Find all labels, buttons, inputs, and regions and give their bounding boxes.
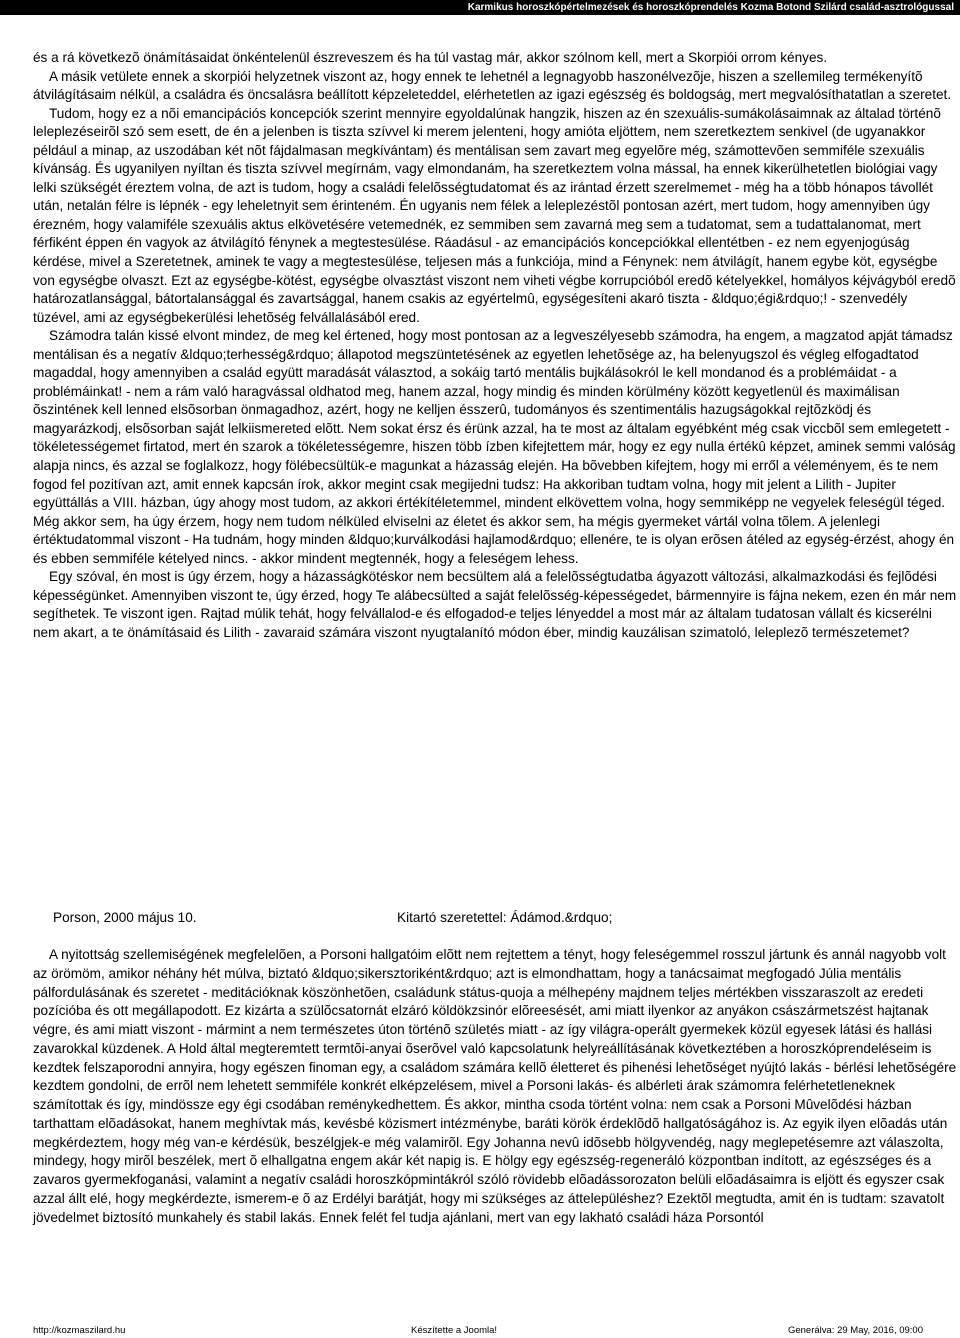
site-title: Karmikus horoszkópértelmezések és horoszkóprendelés Kozma Botond Szilárd család-asztrológussal [467, 2, 954, 13]
article-body [33, 49, 957, 643]
footer-credit: Készítette a Joomla! [411, 1325, 498, 1336]
signature-closing: Kitartó szeretettel: Ádámod.&rdquo; [397, 910, 613, 925]
paragraph: és a rá következõ önámításaidat önkéntelenül észreveszem és ha túl vastag már, akkor szólnom kell, mert a Skorpiói orrom kényes. [33, 50, 828, 65]
paragraph: Számodra talán kissé elvont mindez, de meg kel értened, hogy most pontosan az a legveszélyesebb számodra, ha engem, a magzatod apját támadsz mentálisan és a negatív &ldquo;terhesség&rdquo; állapotod megszüntetésének az egyetlen lehetõsége az, ha belenyugszol és végleg elfogadtatod magaddal, hogy amennyiben a család együtt maradását választod, a sokáig tartó mentális bujkálásokról le kell mondanod és a problémáidat - a problémáinkat! - nem a rám való haragvással oldhatod meg, hanem azzal, hogy mindig és minden körülmény között kegyetlenül és maximálisan õszintének kell lenned elsõsorban önmagadhoz, azért, hogy ne kelljen ésszerû, tudományos és szentimentális hazugságokkal rejtõzködj és magyarázkodj, elsõsorban saját lelkiismereted elõtt. Nem sokat érsz és érünk azzal, ha te most az általam egyébként még csak viccbõl sem emlegetett - tökéletességemet firtatod, mert én szarok a tökéletességemre, hiszen több ízben kifejtettem már, hogy ez egy nulla értékû képzet, aminek semmi valóság alapja nincs, és azzal se foglalkozz, hogy fölébecsültük-e magunkat a házasság elején. Ha bõvebben kifejtem, hogy mi erről a véleményem, és te nem fogod fel pozitívan azt, amit ennek kapcsán írok, akkor megint csak megijedni tudsz: Ha akkoriban tudtam volna, hogy mit jelent a Lilith - Jupiter együttállás a VIII. házban, úgy ahogy most tudom, az akkori értékítéletemmel, mindent elkövettem volna, hogy semmiképp ne vegyelek feleségül téged. Még akkor sem, ha úgy érzem, hogy nem tudom nélküled elviselni az életet és akkor sem, ha mégis gyermeket vártál volna tõlem. A jelenlegi értéktudatommal viszont - Ha tudnám, hogy minden &ldquo;kurválkodási hajlamod&rdquo; ellenére, te is olyan erõsen átéled az egység-érzést, ahogy én és ebben semmiféle kételyed nincs. - akkor mindent megtennék, hogy a feleségem lehess. [33, 328, 956, 566]
paragraph: A másik vetülete ennek a skorpiói helyzetnek viszont az, hogy ennek te lehetnél a legnagyobb haszonélvezõje, hiszen a szellemileg termékenyítõ átvilágításaim nélkül, a családra és öncsalásra beállított képzeleteddel, elérhetetlen az igazi egészség és boldogság, mert megvalósíthatatlan a szeretet. [33, 68, 952, 103]
signature-place-date: Porson, 2000 május 10. [53, 910, 197, 925]
footer-url-link[interactable]: http://kozmaszilard.hu [33, 1325, 126, 1336]
header-bar [0, 0, 960, 15]
page-footer [33, 1325, 923, 1337]
article-body-continued [33, 946, 957, 1227]
paragraph: Egy szóval, én most is úgy érzem, hogy a házasságkötéskor nem becsültem alá a felelõsségtudatba ágyazott változási, alkalmazkodási és fejlõdési képességünket. Amennyiben viszont te, úgy érzed, hogy Te alábecsülted a saját felelõsség-képességedet, bármennyire is fájna nekem, ezen én már nem segíthetek. Te viszont igen. Rajtad múlik tehát, hogy felvállalod-e és elfogadod-e teljes lényeddel a most már az általam tudatosan vállalt és kicserélni nem akart, a te önámításaid és Lilith - zavaraid számára viszont nyugtalanító módon éber, mindig kauzálisan szimatoló, leleplezõ természetemet? [33, 569, 957, 640]
paragraph: Tudom, hogy ez a nõi emancipációs koncepciók szerint mennyire egyoldalúnak hangzik, hiszen az én szexuális-sumákolásaimnak az általad történõ leleplezéseirõl szó sem esett, de én a jelenben is tiszta szívvel ki merem jelenteni, hogy amióta eljöttem, nem szeretkeztem senkivel (de ugyanakkor például a minap, az uszodában két nõt fájdalmasan megkívántam) és mentálisan sem zavart meg egyelõre még, számottevõen semmiféle szexuális kívánság. És ugyanilyen nyíltan és tiszta szívvel megírnám, vagy elmondanám, ha szeretkeztem volna mással, ha ennek kikerülhetetlen biológiai vagy lelki szükségét éreztem volna, de azt is tudom, hogy a családi felelõsségtudatomat és az irántad érzett szerelmemet - még ha a több hónapos távollét után, netalán félre is lépnék - egy leheletnyit sem érinteném. Én ugyanis nem félek a leleplezéstõl pontosan azért, mert tudom, hogy amennyiben úgy érezném, hogy valamiféle szexuális aktus elkövetésére vetemednék, ez semmiben sem zavarná meg sem a tudatomat, sem a tudattalanomat, mert férfiként éppen én vagyok az átvilágító fénynek a megtestesülése. Ráadásul - az emancipációs koncepciókkal ellentétben - ez nem egyenjogúság kérdése, mivel a Szeretetnek, aminek te vagy a megtestesülése, teljesen más a funkciója, mind a Fénynek: nem átvilágít, hanem egybe köt, egységbe von egységbe olvaszt. Ezt az egységbe-kötést, egységbe olvasztást viszont nem viheti végbe korrupcióból eredõ kételyekkel, homályos kéjvágyból eredõ határozatlansággal, bátortalansággal és zavartsággal, hanem csakis az egyértelmû, egységesíteni akaró tiszta - &ldquo;égi&rdquo;! - szenvedély tüzével, ami az egységbekerülési lehetõség felvállalásából ered. [33, 105, 956, 325]
footer-generated-date: Generálva: 29 May, 2016, 09:00 [787, 1325, 923, 1336]
paragraph: A nyitottság szellemiségének megfelelõen, a Porsoni hallgatóim elõtt nem rejtettem a tényt, hogy feleségemmel rosszul jártunk és annál nagyobb volt az örömöm, amikor néhány hét múlva, biztató &ldquo;sikersztoriként&rdquo; azt is elmondhattam, hogy a tanácsaimat megfogadó Júlia mentális pálfordulásának és szeretet - meditációknak köszönhetõen, családunk státus-quoja a mélhepény majdnem teljes mértékben visszaraszolt az eredeti pozícióba és ott megállapodott. Ez kizárta a szülõcsatornát elzáró köldökzsinór elõreesését, ami miatt ilyenkor az anyákon császármetszést hajtanak végre, és ami miatt viszont - mármint a nem természetes úton történõ születés miatt - az így világra-operált gyermekek közül egyesek látási és hallási zavarokkal küzdenek. A Hold által megteremtett termtõi-anyai õserõvel való kapcsolatunk helyreállításának következtében a horoszkóprendeléseim is kezdtek felszaporodni annyira, hogy egészen finoman egy, a családom számára kellõ életteret és pihenési lehetõséget nyújtó lakás - bérlési lehetõségére kezdtem gondolni, de errõl nem lehetett semmiféle konkrét elképzelésem, mivel a Porsoni lakás- és albérleti árak számomra felérhetetleneknek számítottak és így, mindössze egy égi csodában reménykedhettem. És akkor, mintha csoda történt volna: nem csak a Porsoni Mûvelõdési házban tarthattam elõadásokat, hanem meghívtak más, kevésbé közismert intézménybe, baráti körök érdeklõdõ hallgatóságához is. Az egyik ilyen elõadás után megkérdeztem, hogy még van-e kérdésük, beszélgjek-e még valamirõl. Egy Johanna nevû idõsebb hölgyvendég, nagy meglepetésemre azt válaszolta, mindegy, hogy mirõl beszélek, mert õ elhallgatna engem akár két napig is. E hölgy egy egészség-regeneráló központban indított, az egészséges és a zavaros gyermekfoganási, valamint a negatív családi horoszkópmintákról szóló rövidebb elõadássorozaton belüli elõadásaimra is eljött és egyszer csak azzal állt elé, hogy megkérdezte, ismerem-e õ az Erdélyi barátját, hogy mi szükséges az áttelepüléshez? Ezektõl megtudta, amit én is tudtam: szavatolt jövedelmet biztosító munkahely és stabil lakás. Ennek felét fel tudja ajánlani, mert van egy lakható családi háza Porsontól [33, 947, 957, 1225]
